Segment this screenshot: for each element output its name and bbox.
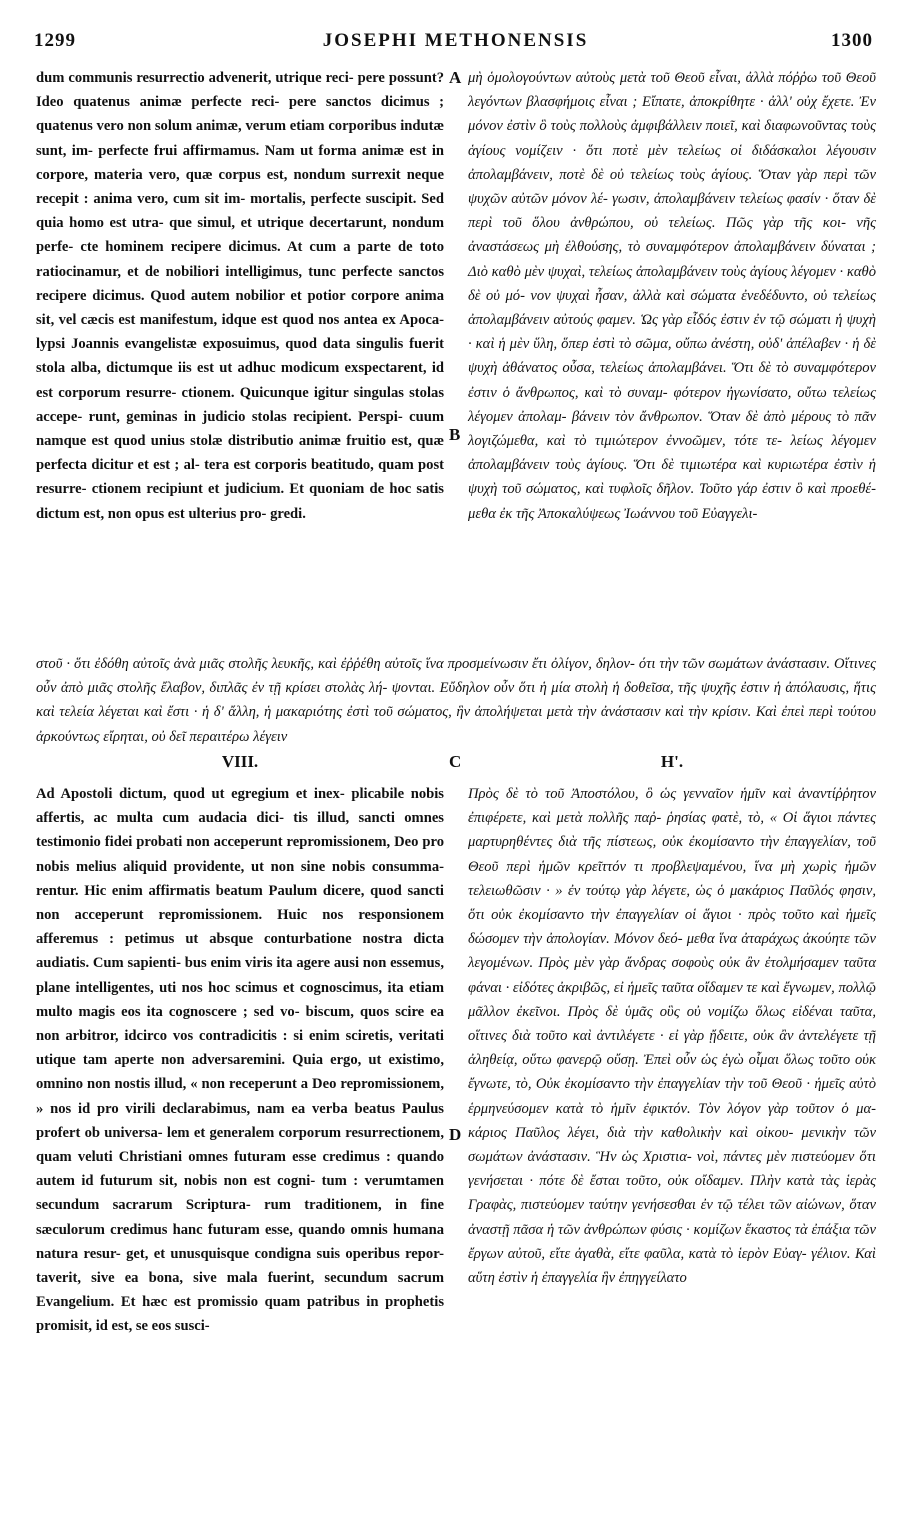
page-number-left: 1299 bbox=[34, 30, 76, 51]
latin-column-bottom bbox=[36, 782, 444, 1339]
greek-fullwidth-paragraph: στοῦ · ὅτι ἐδόθη αὐτοῖς ἀνὰ μιᾶς στολῆς λευκῆς, καὶ ἐῤῥέθη αὐτοῖς ἵνα προσμείνωσιν ἔτι ὀλίγον, δηλον- ότι τὴν τῶν σωμάτων ἀνάστασιν. Οἵτινες οὖν ἀπὸ μιᾶς στολῆς ἔλαβον, διπλᾶς ἐν τῇ κρίσει στολὰς λή- ψονται. Εὔδηλον οὖν ὅτι ἡ μία στολὴ ἡ δοθεῖσα, τῆς ψυχῆς ἐστιν ἡ ἀπόλαυσις, ἥτις καὶ τελεία λέγεται καὶ ἔστι · ἡ δ' ἄλλη, ἡ μακαριότης ἐστὶ τοῦ σώματος, ἣν ἀπολήψεται μετὰ τὴν ἀνάστασιν καὶ τὴν κρίσιν. Καὶ ἐπεὶ περὶ τούτου ἀρκούντως εἴρηται, οὐ δεῖ περαιτέρω λέγειν bbox=[36, 656, 876, 745]
latin-paragraph: dum communis resurrectio advenerit, utrique reci- pere possunt? Ideo quatenus animæ perfecte reci- pere sanctos dicimus ; quatenus vero non solum animæ, verum etiam corporibus indutæ sunt, im- perfecte frui affirmamus. Nam ut forma animæ est in corpore, materia vero, quæ corpus est, nondum surrexit neque recepit : anima vero, cum sit im- mortalis, perfecte suscipit. Sed quia homo est utra- que simul, et utrique decertarunt, nondum perfe- cte hominem recipere dicimus. At cum a parte de toto ratiocinamur, et de nobiliori intelligimus, tunc perfecte sanctos recipere dicimus. Quod autem nobilior et potior corpore anima sit, vel cæcis est manifestum, idque est quod nos antea ex Apoca- lypsi Joannis evangelistæ exposuimus, quod data singulis fuerit stola alba, dictumque iis est ut adhuc modicum exspectarent, id est corporum resurre- ctionem. Quicunque igitur singulas stolas accepe- runt, geminas in judicio stolas recipient. Perspi- cuum namque est quod unius stolæ distributio animæ fruitio est, quæ perfecta dicitur et est ; al- tera est corporis beatitudo, quam post resurre- ctionem recipiunt et judicium. Et quoniam de hoc satis dictum est, non opus est ulterius pro- gredi. bbox=[36, 70, 444, 522]
running-title: JOSEPHI METHONENSIS bbox=[322, 30, 589, 51]
margin-letter-c: C bbox=[449, 752, 462, 771]
section-title-latin: VIII. bbox=[221, 752, 259, 771]
latin-column-top bbox=[36, 66, 444, 526]
greek-column-bottom bbox=[468, 782, 876, 1290]
margin-letter-a: A bbox=[449, 68, 462, 87]
margin-letter-b: B bbox=[449, 425, 461, 444]
margin-letter-d: D bbox=[449, 1125, 462, 1144]
greek-paragraph: μὴ ὁμολογούντων αὐτοὺς μετὰ τοῦ Θεοῦ εἶναι, ἀλλὰ πόῤῥω τοῦ Θεοῦ λεγόντων βλασφήμοις εἶναι ; Εἴπατε, ἀποκρίθητε · ἀλλ' οὐχ ἔχετε. Ἐν μόνον ἐστὶν ὃ τοὺς πολλοὺς ἀμφιβάλλειν ποιεῖ, καὶ διαφωνοῦντας τοὺς ἁγίους νομίζειν · ὅτι ποτὲ μὲν τελείως οἱ διδάσκαλοι λέγουσιν ἀπολαμβάνειν, ποτὲ δὲ οὐ τελείως τοὺς ἁγίους. Ὅταν γὰρ περὶ τῶν ψυχῶν αὐτῶν μόνον λέ- γωσιν, ἀπολαμβάνειν τελείως φασίν · ὅταν δὲ περὶ τοῦ ὅλου ἀνθρώπου, οὐ τελείως. Πῶς γὰρ τῆς κοι- νῆς ἀναστάσεως μὴ ἐλθούσης, τὸ συναμφότερον ἀπολαμβάνειν δύναται ; Διὸ καθὸ μὲν ψυχαὶ, τελείως ἀπολαμβάνειν τοὺς ἁγίους λέγομεν · καθὸ δὲ οὐ μό- νον ψυχαὶ ἦσαν, ἀλλὰ καὶ σώματα ἐνεδέδυντο, οὐ τελείως ἀπολαμβάνειν αὐτούς φαμεν. Ὡς γὰρ εἶδός ἐστιν ἐν τῷ σώματι ἡ ψυχὴ · καὶ ἡ μὲν ὕλη, ὅπερ ἐστὶ τὸ σῶμα, οὔπω ἀνέστη, οὐδ' ἀπέλαβεν · ἡ δὲ ψυχὴ ἀθάνατος οὖσα, τελείως ἀπολαμβάνει. Ὅτι δὲ τὸ συναμφότερον ἐστιν ὁ ἄνθρωπος, καὶ τὸ συναμ- φότερον ἠγωνίσατο, οὔτω τελείως λέγομεν ἀπολαμ- βάνειν τὸν ἄνθρωπον. Ὅταν δὲ ἀπὸ μέρους τὸ πᾶν λογιζώμεθα, καὶ τὸ τιμιώτερον ἐννοῶμεν, τότε τε- λείως λέγομεν ἀπολαμβάνειν τοὺς ἁγίους. Ὅτι δὲ τιμιωτέρα καὶ κυριωτέρα ἐστὶν ἡ ψυχὴ τοῦ σώματος, καὶ τυφλοῖς δῆλον. Τοῦτο γάρ ἐστιν ὃ καὶ προεθέ- μεθα ἐκ τῆς Ἀποκαλύψεως Ἰωάννου τοῦ Εὐαγγελι- bbox=[468, 70, 876, 522]
section-title-greek: Η'. bbox=[660, 752, 684, 771]
greek-section-paragraph: Πρὸς δὲ τὸ τοῦ Ἀποστόλου, ὃ ὡς γενναῖον ἡμῖν καὶ ἀναντίῤῥητον ἐπιφέρετε, καὶ μετὰ πολλῆς παῤ- ῥησίας φατὲ, τὸ, « Οἱ ἅγιοι πάντες μαρτυρηθέντες διὰ τῆς πίστεως, οὐκ ἐκομίσαντο τὴν ἐπαγγελίαν, τοῦ Θεοῦ περὶ ἡμῶν κρεῖττόν τι προβλεψαμένου, ἵνα μὴ χωρὶς ἡμῶν τελειωθῶσιν · » ἐν τούτῳ γὰρ λέγετε, ὡς ὁ μακάριος Παῦλός φησιν, ὅτι οὐκ ἐκομίσαντο τὴν ἐπαγγελίαν οἱ ἅγιοι · πρὸς τοῦτο καὶ ἡμεῖς δώσομεν τὴν ἀπολογίαν. Μόνον δεό- μεθα ἵνα ἀταράχως ἀκούητε τῶν λεγομένων. Πρὸς μὲν γὰρ ἄνδρας σοφοὺς οὐκ ἂν ἐτολμήσαμεν ταῦτα φάναι · εἰδότες ἀκριβῶς, εἰ ἡμεῖς ταῦτα οἴδαμεν τε καὶ ἔγνωμεν, πολλῷ μᾶλλον ἐκεῖνοι. Πρὸς δὲ ὑμᾶς οὓς οὐ νομίζω ὅλως εἰδέναι ταῦτα, οἵτινες διὰ τοῦτο καὶ ἀντιλέγετε · εἰ γὰρ ᾔδειτε, οὐκ ἂν ἀντελέγετε τῇ ἀληθείᾳ, οὕτω φανερῷ οὔσῃ. Ἐπεὶ οὖν ὡς ἐγὼ οἶμαι ὅλως τοῦτο οὐκ ἔγνωτε, τὸ, Οὐκ ἐκομίσαντο τὴν ἐπαγγελίαν τὴν τοῦ Θεοῦ · ἡμεῖς αὐτὸ ἑρμηνεύσομεν κατὰ τὸ ἡμῖν ἐφικτόν. Τὸν λόγον γὰρ τοῦτον ὁ μα- κάριος Παῦλος λέγει, διὰ τὴν καθολικὴν καὶ οἰκου- μενικὴν τῶν σωμάτων ἀνάστασιν. Ἣν ὡς Χριστια- νοὶ, πάντες μὲν πιστεύομεν ὅτι γενήσεται · πότε δὲ ἔσται τοῦτο, οὐκ οἴδαμεν. Πλὴν κατὰ τὰς ἱερὰς Γραφὰς, πιστεύομεν ταύτην γενήσεσθαι ἐν τῷ τέλει τῶν αἰώνων, ὅταν ἀναστῇ πᾶσα ἡ τῶν ἀνθρώπων φύσις · κομίζων ἕκαστος τὰ ἐπάξια τῶν ἔργων αὐτοῦ, εἴτε ἀγαθὰ, εἴτε φαῦλα, κατὰ τὸ ἱερὸν Εὐαγ- γέλιον. Καὶ αὕτη ἐστὶν ἡ ἐπαγγελία ἣν ἐπηγγείλατο bbox=[468, 786, 876, 1287]
greek-column-top bbox=[468, 66, 876, 526]
latin-section-paragraph: Ad Apostoli dictum, quod ut egregium et inex- plicabile nobis affertis, ac multa cum audacia dici- tis illud, sancti omnes testimonio fidei probati non acceperunt repromissionem, Deo pro nobis melius aliquid providente, ut non sine nobis consumma- rentur. Hic enim affirmatis beatum Paulum dicere, quod sancti non acceperunt repromissionem. Huic nos responsionem afferemus : petimus ut absque conturbatione nostra dicta audiatis. Cum sapienti- bus enim viris ita agere ausi non essemus, plane intelligentes, uti nos hoc scimus et cognoscimus, ita etiam multo magis eos ita cognoscere ; sed vo- biscum, quos scire ea non arbitror, idcirco vos contradicitis : si enim sciretis, veritati utique tam aperte non adversaremini. Quia ergo, ut existimo, omnino non nostis illud, « non receperunt a Deo repromissionem, » nos id pro virili declarabimus, nam ea verba beatus Paulus profert ob universa- lem et generalem corporum resurrectionem, quam veluti Christiani omnes futuram esse credimus : quando autem id futurum sit, nobis non est cogni- tum : verumtamen secundum sacrarum Scriptura- rum traditionem, in fine sæculorum credimus hanc futuram esse, quando omnis humana natura resur- get, et unusquisque condigna suis operibus repor- taverit, sive ea bona, sive mala fuerint, secundum sacrum Evangelium. Et hæc est promissio quam patribus in prophetis promisit, id est, se eos susci- bbox=[36, 786, 444, 1335]
page-number-right: 1300 bbox=[831, 30, 873, 51]
